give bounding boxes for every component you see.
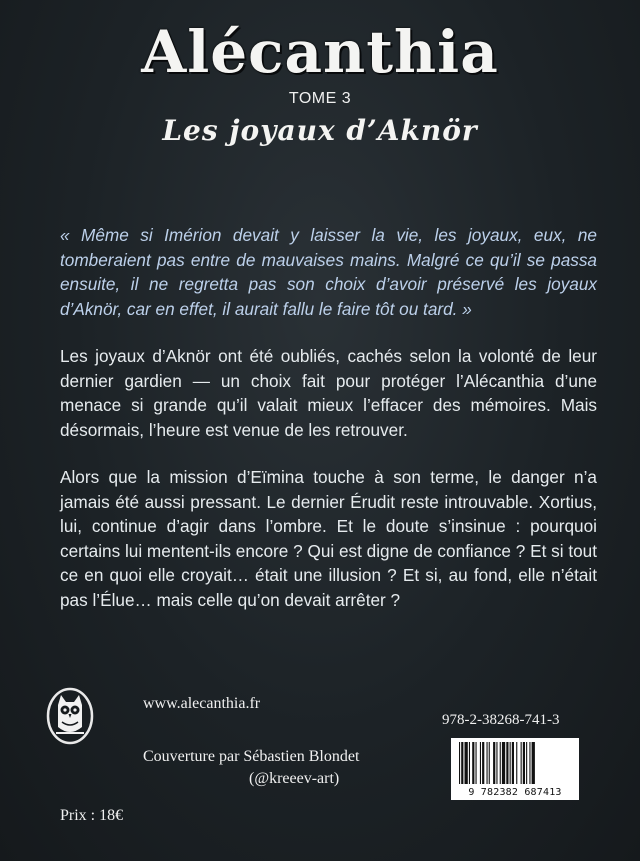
book-title: Les joyaux d’Aknör bbox=[162, 114, 478, 147]
isbn-number: 978-2-38268-741-3 bbox=[442, 712, 560, 728]
owl-logo-icon bbox=[44, 683, 96, 745]
barcode-digits: 9 782382 687413 bbox=[468, 787, 562, 798]
cover-credit: Couverture par Sébastien Blondet bbox=[143, 748, 360, 765]
blurb-paragraph-1: Les joyaux d’Aknör ont été oubliés, cachés selon la volonté de leur dernier gardien — un choix fait pour protéger l’Alécanthia d’une menace si grande qu’il valait mieux l’effacer des mémoires. Mais désormais, l’heure est venue de les retrouver. bbox=[60, 346, 597, 440]
blurb-paragraph-2: Alors que la mission d’Eïmina touche à son terme, le danger n’a jamais été aussi pressant. Le dernier Érudit reste introuvable. Xortius, lui, continue d’agir dans l’ombre. Et le doute s’insinue : pourquoi certains lui mentent-ils encore ? Qui est digne de confiance ? Et si tout ce en quoi elle croyait… était une illusion ? Et si, au fond, elle n’était pas l’Élue… mais celle qu’on devait arrêter ? bbox=[60, 467, 597, 610]
series-title: Alécanthia bbox=[141, 18, 499, 86]
barcode-bars bbox=[457, 742, 573, 788]
website-link[interactable]: www.alecanthia.fr bbox=[143, 695, 261, 712]
tome-number: TOME 3 bbox=[288, 90, 352, 107]
blurb-quote: « Même si Imérion devait y laisser la vie, les joyaux, eux, ne tomberaient pas entre de mauvaises mains. Malgré ce qu’il se passa ensuite, il ne regretta pas son choix d’avoir préservé les joyaux d’Aknör, car en effet, il aurait fallu le faire tôt ou tard. » bbox=[60, 225, 597, 319]
barcode bbox=[451, 738, 579, 800]
price-label: Prix : 18€ bbox=[60, 807, 124, 824]
cover-credit-handle: (@kreeev-art) bbox=[249, 770, 340, 787]
